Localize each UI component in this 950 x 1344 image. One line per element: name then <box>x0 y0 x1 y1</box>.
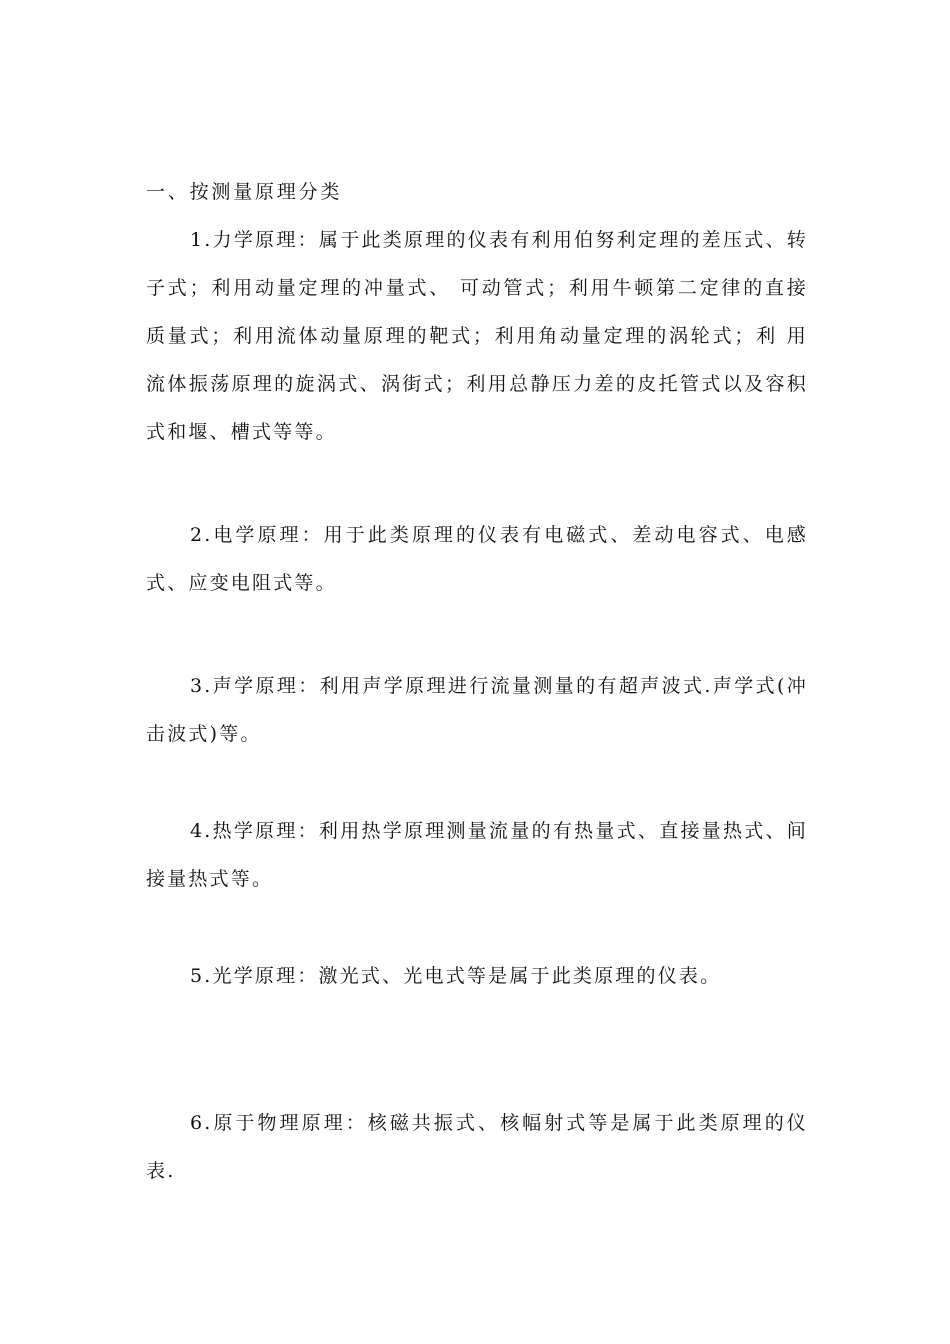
paragraph-thermal-principle: 4.热学原理：利用热学原理测量流量的有热量式、直接量热式、间接量热式等。 <box>146 820 808 890</box>
paragraph-optical-principle: 5.光学原理：激光式、光电式等是属于此类原理的仪表。 <box>190 965 722 987</box>
paragraph-mechanical-principle: 1.力学原理：属于此类原理的仪表有利用伯努利定理的差压式、转子式；利用动量定理的冲量式、 可动管式；利用牛顿第二定律的直接质量式；利用流体动量原理的靶式；利用角动量定理的涡轮式；利 用流体振荡原理的旋涡式、涡街式；利用总静压力差的皮托管式以及容积式和堰、槽式等等。 <box>146 229 808 443</box>
paragraph-electrical-principle: 2.电学原理：用于此类原理的仪表有电磁式、差动电容式、电感式、应变电阻式等。 <box>146 524 808 594</box>
paragraph-atomic-physics-principle: 6.原于物理原理：核磁共振式、核幅射式等是属于此类原理的仪表. <box>146 1112 808 1182</box>
paragraph-acoustic-principle: 3.声学原理：利用声学原理进行流量测量的有超声波式.声学式(冲击波式)等。 <box>146 675 808 745</box>
section-heading: 一、按测量原理分类 <box>146 181 343 203</box>
